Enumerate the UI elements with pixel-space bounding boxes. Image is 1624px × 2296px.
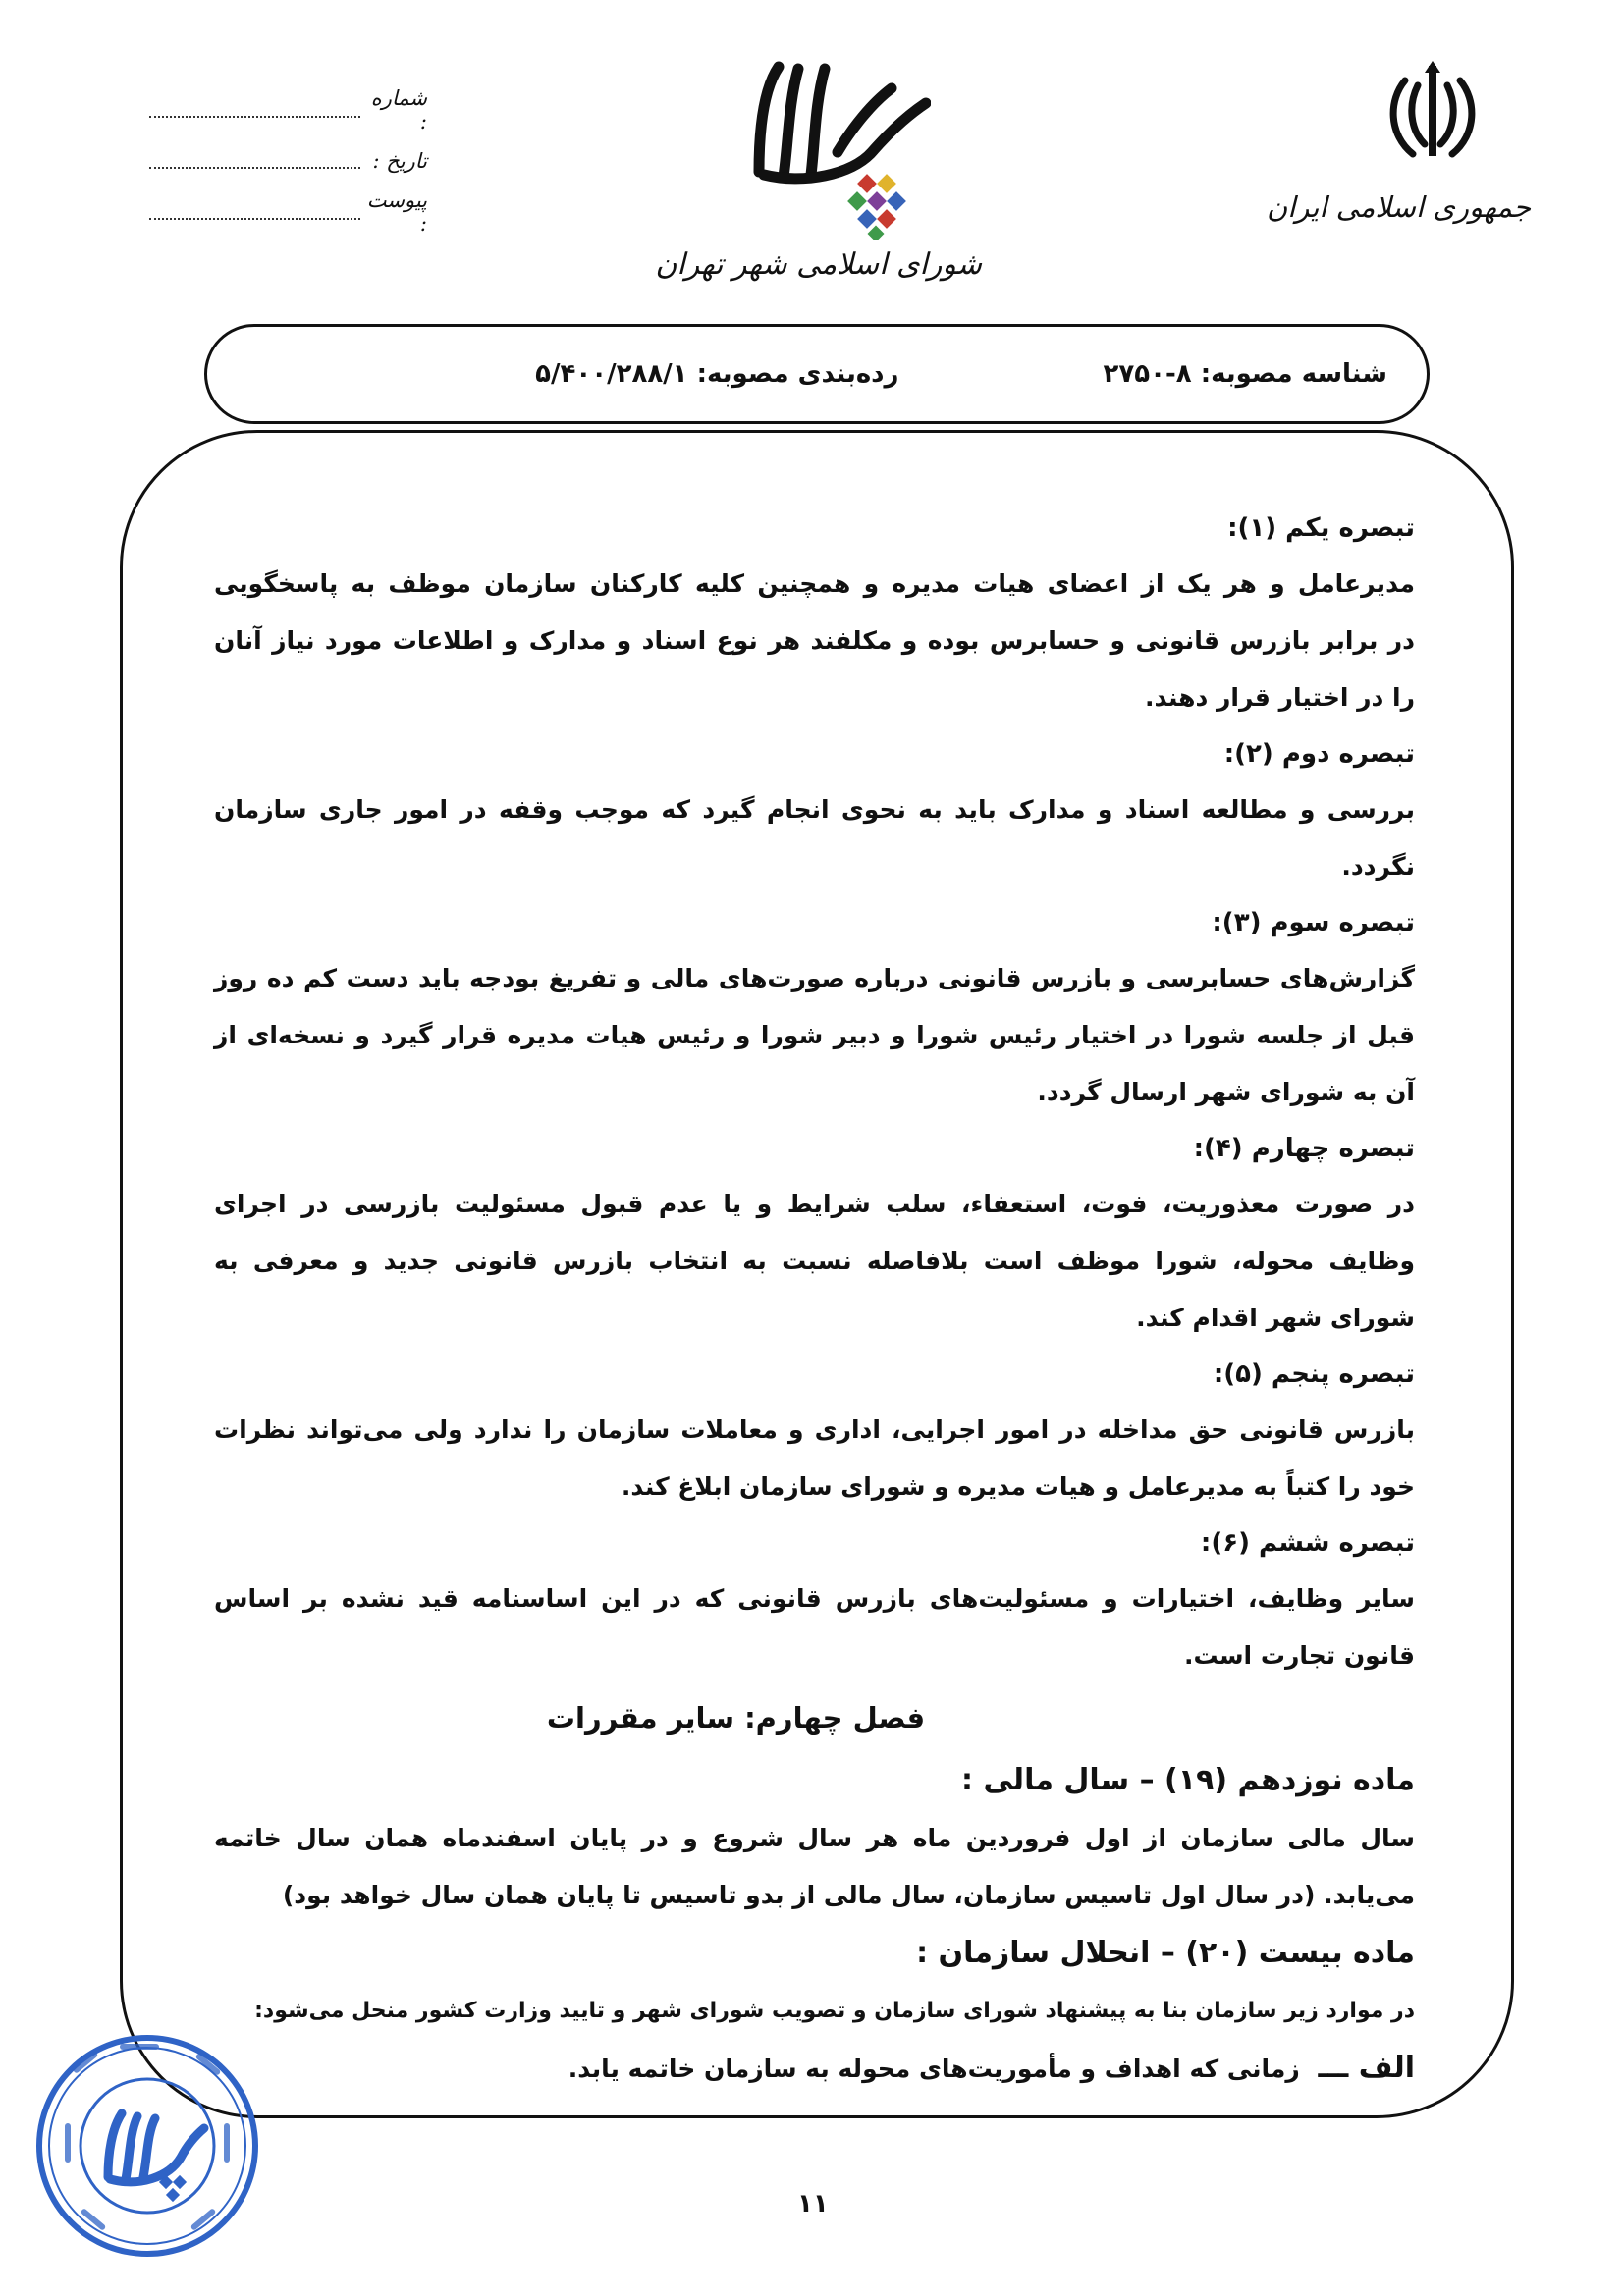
- approval-classification: رده‌بندی مصوبه: ۵/۴۰۰/۲۸۸/۱: [535, 359, 899, 389]
- date-blank: [149, 153, 360, 169]
- number-field: [133, 84, 427, 135]
- note-1-line: مدیرعامل و هر یک از اعضای هیات مدیره و همچنین کلیه کارکنان سازمان موظف به پاسخگویی: [214, 569, 1415, 598]
- date-field: [133, 135, 427, 187]
- chapter-title: فصل چهارم: سایر مقررات: [546, 1701, 926, 1735]
- article-19-line: سال مالی سازمان از اول فروردین ماه هر سال شروع و در پایان اسفندماه همان سال خاتمه: [214, 1824, 1415, 1852]
- note-5-title: تبصره پنجم (۵):: [1213, 1360, 1415, 1389]
- iran-emblem-icon: [1383, 61, 1482, 164]
- note-3-line: گزارش‌های حسابرسی و بازرس قانونی درباره صورت‌های مالی و تفریغ بودجه باید دست کم ده روز: [214, 964, 1415, 992]
- page-number: ۱۱: [797, 2189, 829, 2218]
- council-caption: شورای اسلامی شهر تهران: [655, 247, 982, 282]
- note-4-line: شورای شهر اقدام کند.: [1136, 1304, 1415, 1332]
- note-2-line: نگردد.: [1341, 852, 1415, 881]
- note-3-line: قبل از جلسه شورا در اختیار رئیس شورا و دبیر شورا و رئیس هیات مدیره قرار گیرد و نسخه‌ای از: [214, 1021, 1415, 1049]
- approval-id: شناسه مصوبه: ۸-۲۷۵۰: [1103, 359, 1387, 389]
- note-5-line: بازرس قانونی حق مداخله در امور اجرایی، اداری و معاملات سازمان را ندارد ولی می‌تواند نظرات: [214, 1415, 1415, 1444]
- note-6-line: سایر وظایف، اختیارات و مسئولیت‌های بازرس قانونی که در این اساسنامه قید نشده بر اساس: [214, 1584, 1415, 1613]
- note-4-line: وظایف محوله، شورا موظف است بلافاصله نسبت به انتخاب بازرس قانونی جدید و معرفی به: [214, 1247, 1415, 1275]
- letter-meta-fields: [133, 84, 427, 238]
- emblem-caption: جمهوری اسلامی ایران: [1266, 190, 1531, 224]
- note-5-line: خود را کتباً به مدیرعامل و هیات مدیره و شورای سازمان ابلاغ کند.: [621, 1472, 1415, 1501]
- note-4-title: تبصره چهارم (۴):: [1193, 1134, 1415, 1163]
- article-20-item-a: [214, 2040, 1415, 2097]
- article-20-intro: در موارد زیر سازمان بنا به پیشنهاد شورای سازمان و تصویب شورای شهر و تایید وزارت کشور منحل می‌شود:: [254, 1999, 1415, 2023]
- note-4-line: در صورت معذوریت، فوت، استعفاء، سلب شرایط و یا عدم قبول مسئولیت بازرسی در اجرای: [214, 1190, 1415, 1218]
- number-blank: [149, 102, 360, 118]
- note-1-line: در برابر بازرس قانونی و حسابرس بوده و مکلفند هر نوع اسناد و مدارک و اطلاعات مورد نیاز آنان: [214, 626, 1415, 655]
- note-1-title: تبصره یکم (۱):: [1227, 513, 1415, 543]
- council-seal-stamp: [31, 2030, 263, 2262]
- iran-emblem: [1266, 61, 1531, 257]
- attachment-label: پیوست :: [366, 188, 427, 236]
- item-a-text: زمانی که اهداف و مأموریت‌های محوله به سازمان خاتمه یابد.: [568, 2055, 1300, 2083]
- article-19-line: می‌یابد. (در سال اول تاسیس سازمان، سال مالی از بدو تاسیس تا پایان همان سال خواهد بود): [282, 1881, 1415, 1909]
- note-3-title: تبصره سوم (۳):: [1212, 908, 1415, 937]
- tehran-council-logo: [655, 59, 982, 304]
- attachment-blank: [149, 204, 360, 220]
- article-19-title: ماده نوزدهم (۱۹) – سال مالی :: [961, 1763, 1415, 1797]
- attachment-field: [133, 187, 427, 238]
- note-2-title: تبصره دوم (۲):: [1223, 739, 1415, 769]
- article-20-title: ماده بیست (۲۰) – انحلال سازمان :: [916, 1936, 1415, 1970]
- note-2-line: بررسی و مطالعه اسناد و مدارک باید به نحوی انجام گیرد که موجب وقفه در امور جاری سازمان: [214, 795, 1415, 824]
- note-1-line: را در اختیار قرار دهند.: [1145, 683, 1415, 712]
- note-6-title: تبصره ششم (۶):: [1200, 1528, 1415, 1558]
- date-label: تاریخ :: [372, 149, 427, 173]
- document-body: [214, 501, 1415, 2097]
- approval-id-box: [204, 324, 1430, 424]
- note-3-line: آن به شورای شهر ارسال گردد.: [1037, 1078, 1415, 1106]
- item-a-label: الف ـــ: [1318, 2051, 1415, 2085]
- council-logo-icon: [744, 59, 931, 240]
- number-label: شماره :: [370, 86, 427, 133]
- note-6-line: قانون تجارت است.: [1184, 1641, 1415, 1670]
